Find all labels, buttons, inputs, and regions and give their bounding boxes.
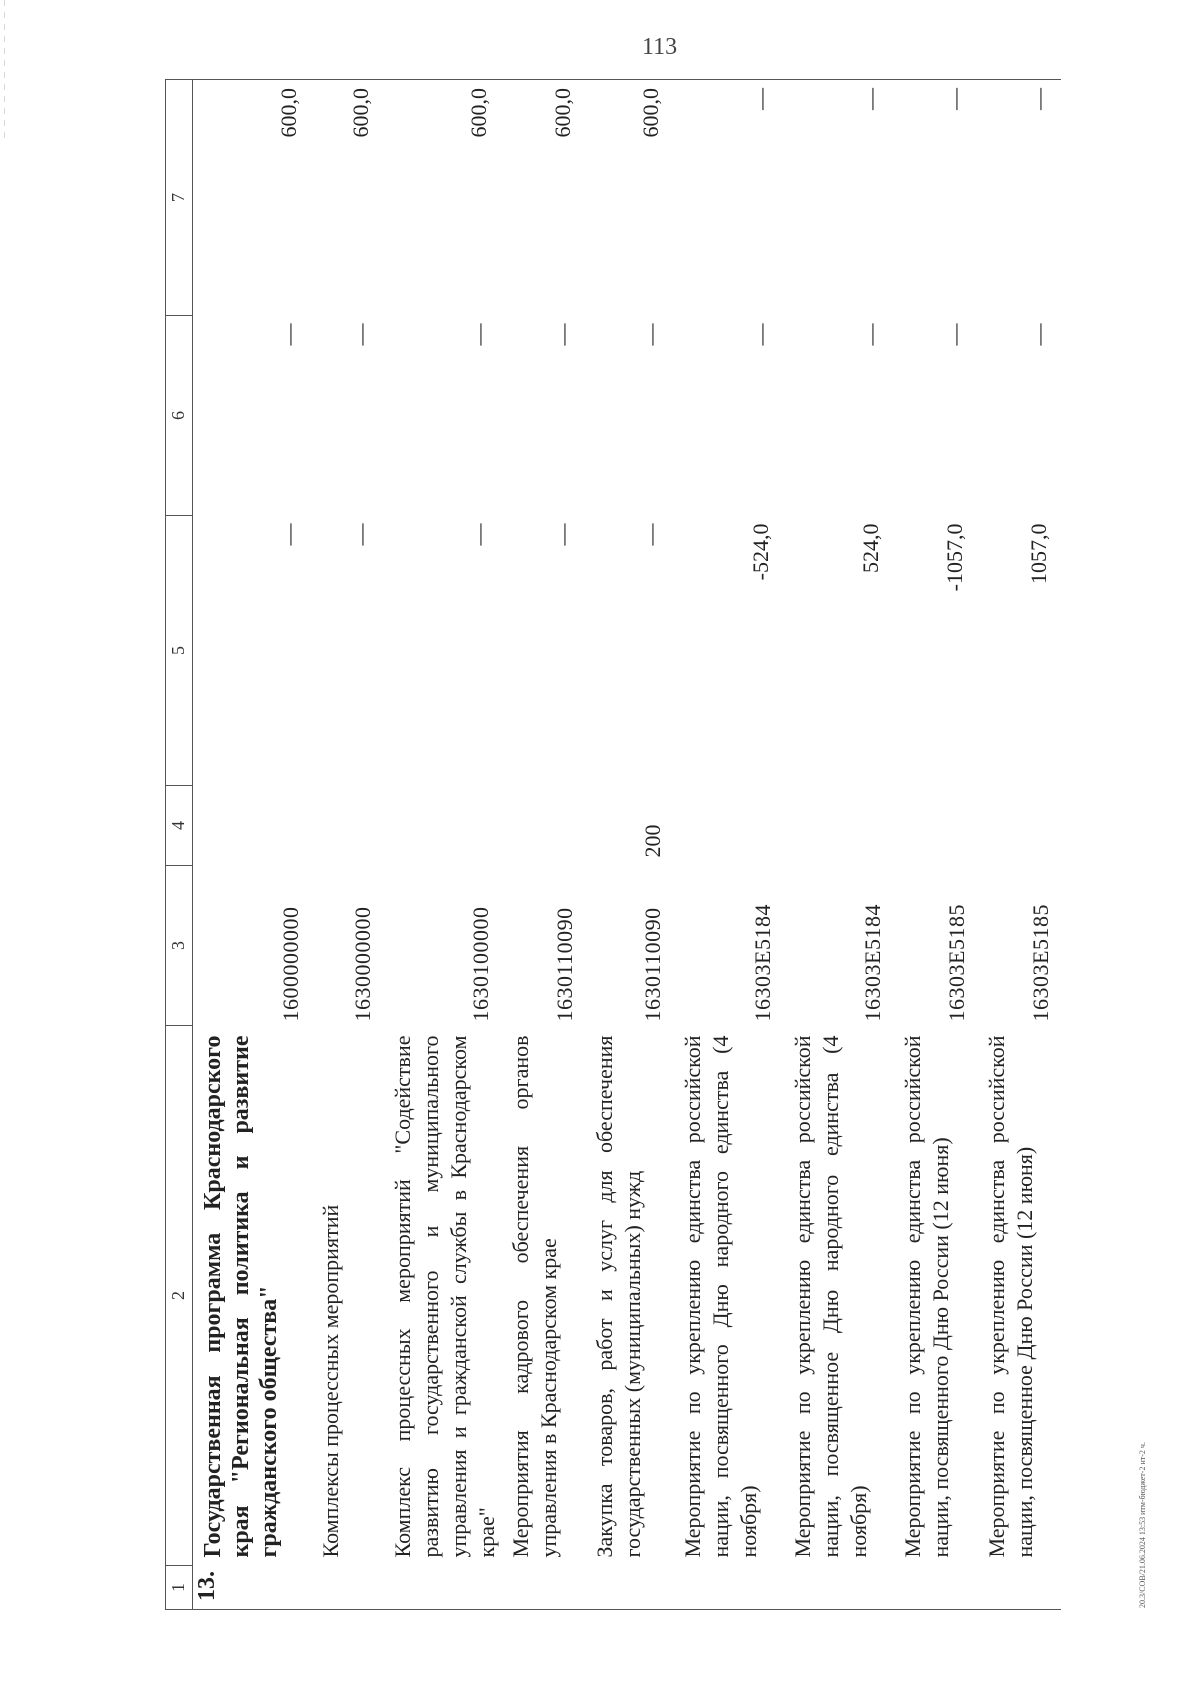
row-expense-type (193, 786, 311, 866)
row-code: 1630110090 (551, 907, 577, 1022)
row-expense-type (311, 786, 383, 866)
row-value-col6: — (747, 323, 773, 346)
table-row (977, 80, 1061, 1610)
row-value-col5: — (465, 523, 491, 546)
row-code: 16303Е5185 (1027, 904, 1053, 1022)
column-header-1: 1 (166, 1566, 193, 1610)
row-value-col6: — (549, 323, 575, 346)
row-value-col7: — (673, 80, 783, 316)
row-name: Мероприятие по укреплению единства российской нации, посвященного Дню народного единства (4 ноября) (679, 1035, 761, 1558)
row-value-col6: — (941, 323, 967, 346)
row-value-col5: — (637, 523, 663, 546)
table-row (783, 80, 893, 1610)
row-number (501, 1566, 585, 1610)
header-row (166, 80, 193, 1610)
row-number (783, 1566, 893, 1610)
row-value-col7: — (893, 80, 977, 316)
row-value-col5: -524,0 (747, 523, 773, 581)
column-header-2: 2 (166, 1026, 193, 1566)
column-header-7: 7 (166, 80, 193, 316)
row-expense-type (673, 786, 783, 866)
column-header-5: 5 (166, 516, 193, 786)
row-code: 1630000000 (349, 906, 375, 1022)
budget-table (165, 79, 1061, 1610)
column-header-6: 6 (166, 316, 193, 516)
row-value-col7: 600,0 (501, 80, 585, 316)
row-code: 16303Е5185 (943, 904, 969, 1022)
row-number (585, 1566, 673, 1610)
row-value-col7: — (783, 80, 893, 316)
row-value-col6: — (637, 323, 663, 346)
row-value-col6: — (275, 323, 301, 346)
page-number: 113 (642, 34, 678, 60)
row-code: 16303Е5184 (859, 904, 885, 1022)
row-number (893, 1566, 977, 1610)
row-value-col7: 600,0 (311, 80, 383, 316)
row-code: 1630110090 (639, 907, 665, 1022)
row-code: 1600000000 (277, 906, 303, 1022)
row-expense-type (383, 786, 501, 866)
table-row (585, 80, 673, 1610)
row-expense-type (977, 786, 1061, 866)
row-value-col5: 1057,0 (1025, 523, 1051, 584)
row-name: Мероприятие по укреплению единства российской нации, посвященное Дню России (12 июня) (983, 1035, 1037, 1558)
budget-table-rotated (165, 80, 1100, 1610)
table-row (383, 80, 501, 1610)
row-expense-type (501, 786, 585, 866)
row-number (383, 1566, 501, 1610)
row-code: 1630100000 (467, 906, 493, 1022)
row-expense-type: 200 (639, 824, 665, 858)
row-value-col5: — (347, 523, 373, 546)
row-value-col6: — (1025, 323, 1051, 346)
row-value-col7: 600,0 (193, 80, 311, 316)
row-name: Мероприятия кадрового обеспечения органов управления в Краснодарском крае (507, 1035, 561, 1558)
row-number (673, 1566, 783, 1610)
row-number (977, 1566, 1061, 1610)
row-value-col6: — (347, 323, 373, 346)
row-name: Комплексы процессных мероприятий (317, 1204, 343, 1558)
row-value-col5: — (275, 523, 301, 546)
row-value-col5: 524,0 (857, 523, 883, 573)
row-expense-type (893, 786, 977, 866)
table-body (166, 80, 1061, 1610)
table-row (311, 80, 383, 1610)
table-row (193, 80, 311, 1610)
row-number (311, 1566, 383, 1610)
row-value-col7: 600,0 (585, 80, 673, 316)
row-number: 13. (193, 1566, 311, 1610)
row-value-col6: — (465, 323, 491, 346)
row-value-col7: 600,0 (383, 80, 501, 316)
row-name: Государственная программа Краснодарского края "Региональная политика и развитие гражданского общества" (200, 1035, 282, 1558)
row-value-col6: — (857, 323, 883, 346)
row-name: Мероприятие по укреплению единства российской нации, посвященное Дню народного единства (4 ноября) (789, 1035, 871, 1558)
column-header-4: 4 (166, 786, 193, 866)
row-code: 16303Е5184 (749, 904, 775, 1022)
row-value-col5: — (549, 523, 575, 546)
row-name: Мероприятие по укреплению единства российской нации, посвященного Дню России (12 июня) (899, 1035, 953, 1558)
table-row (893, 80, 977, 1610)
table-row (501, 80, 585, 1610)
document-footer-code: 20.3/СОВ/21.06.2024 13:53 итм-бюджет-2 нт-2 ч. (1138, 1442, 1147, 1608)
table-row (673, 80, 783, 1610)
column-header-3: 3 (166, 866, 193, 1026)
row-name: Комплекс процессных мероприятий "Содействие развитию государственного и муниципального управления и гражданской службы в Краснодарском крае" (389, 1035, 499, 1558)
row-value-col5: -1057,0 (941, 523, 967, 592)
row-name: Закупка товаров, работ и услуг для обеспечения государственных (муниципальных) нужд (591, 1035, 645, 1558)
row-value-col7: — (977, 80, 1061, 316)
row-expense-type (783, 786, 893, 866)
scan-edge-mark (4, 0, 5, 140)
